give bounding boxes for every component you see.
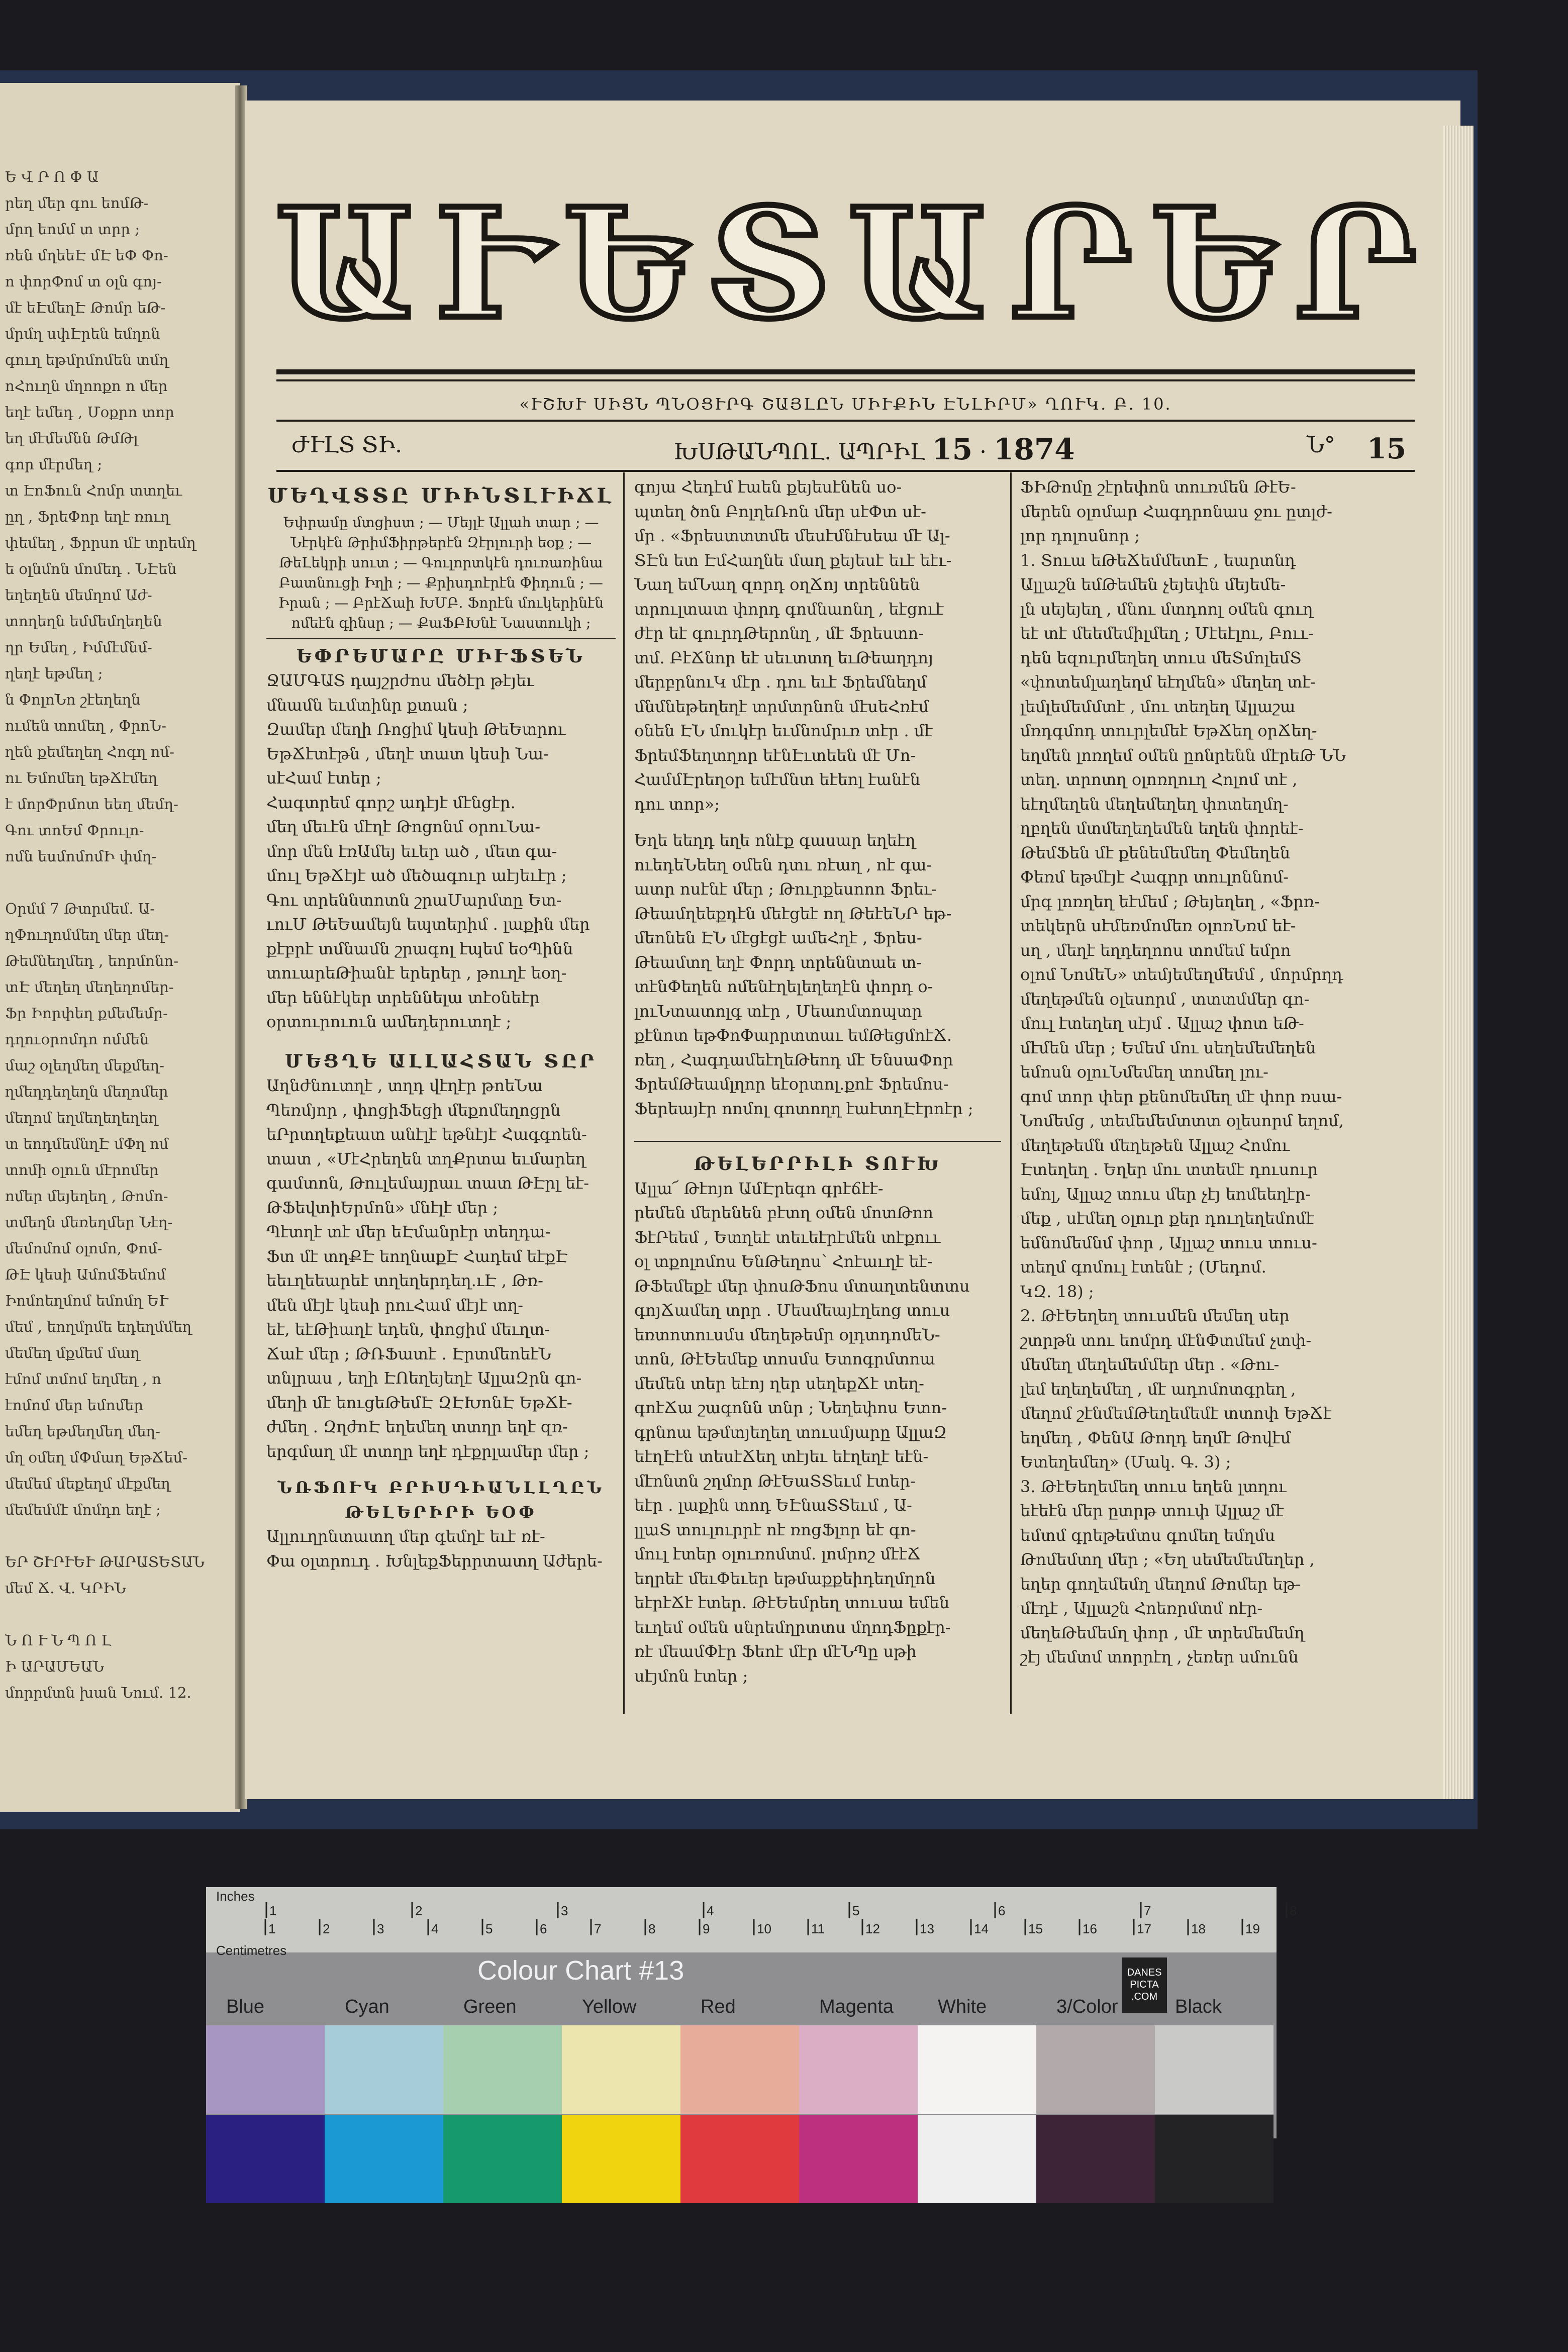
text-line: Էտեղեղ . Եղեր մու տտեմէ դուսուր (1020, 1160, 1318, 1179)
text-line: մէդէ , Ալլաշն Հոեռրմտմ ոէր- (1020, 1599, 1263, 1618)
text-line: եմոլ, Ալլաշ տուս մեր չէյ եոմեեղէր- (1020, 1184, 1311, 1204)
issue-label: Ն° (1307, 432, 1335, 458)
color-swatch-light (1155, 2025, 1273, 2114)
cm-tick-label: 13 (920, 1921, 934, 1936)
dateline-rule-bottom (276, 470, 1415, 472)
text-line: գրնոա եթմտյեղեղ տուսմյարը ԱլլաԶ (634, 1422, 947, 1442)
text-line: ԿԶ. 18) ; (1020, 1282, 1094, 1301)
inch-tick-label: 3 (561, 1903, 568, 1918)
cm-tick-label: 3 (377, 1921, 384, 1936)
color-swatch-dark (443, 2115, 562, 2203)
text-line: Թոմեմտղ մեր ; «Եղ սեմեմեմեղեր , (1020, 1550, 1315, 1569)
text-line: եէրէՃէ էտեր. ԹէԵեմրեղ տուսա եմեն (634, 1593, 950, 1612)
text-line: օլ տքոլոմոս ԵնԹեղոս՝ Հոէաւղէ եէ- (634, 1252, 933, 1271)
inch-tick-label: 5 (852, 1903, 860, 1918)
text-line: Պեռմյոր , փոցիՖեցի մեքոմեղոցրն (266, 1100, 561, 1120)
text-line: մեղեԹեմեմղ փոր , մէ տրեմեմեմղ (1020, 1623, 1305, 1642)
left-page-line: մրղ եոմմ տ տրր ; (5, 221, 140, 238)
text-line: ԹեմՖեն մէ քենեմեմեղ Փեմեղեն (1020, 843, 1291, 862)
color-swatch-light (1036, 2025, 1155, 2114)
left-page-line: Ն Ո Ւ Ն Պ Ո Լ (5, 1632, 112, 1649)
text-line: ՖԻԹոմը շէրեփոն տուռմեն ԹէԵ- (1020, 477, 1296, 497)
text-line: տուարեԹիանէ երերեր , թուղէ եօղ- (266, 963, 567, 983)
text-line: Փեռմ եթմէյէ Հագրր տուլոննոմ- (1020, 867, 1289, 887)
text-line: եէղմեղեն մեղեմեղեղ փոտեղմղ- (1020, 794, 1289, 814)
inch-tick-label: 4 (707, 1903, 714, 1918)
color-swatch-dark (918, 2115, 1036, 2203)
left-page-line: Օրմմ 7 Թտրմեմ. Ա- (5, 900, 155, 917)
text-line: Ֆտ մէ տղՔԷ եողնաքԷ Հադեմ եէքԷ (266, 1246, 568, 1266)
text-line: շէյ մեմտմ տորրէղ , չեռեր սմունն (1020, 1647, 1299, 1667)
cm-tick-label: 17 (1137, 1921, 1151, 1936)
text-line: Ճաէ մեր ; ԹՌՖատէ . ԷրտմեոեէՆ (266, 1344, 551, 1363)
left-page-line: տմեղն մեռեղմեր Նէղ- (5, 1214, 173, 1231)
text-line: մեն մէյէ կեսի րուՀամ մէյէ տղ- (266, 1295, 523, 1315)
inches-label: Inches (216, 1889, 255, 1904)
text-line: ԹՖեմեքէ մեր փոսԹՖոս մտաղտենտտս (634, 1276, 970, 1296)
section-body (266, 1524, 616, 1573)
color-swatch-light (918, 2025, 1036, 2114)
left-page-line: մորրմտն խան Նում. 12. (5, 1684, 191, 1701)
text-line: ՖրեմԹեամլղոր եէօրտոլ.քոէ Ֆրեմոս- (634, 1074, 949, 1094)
text-line: մուլ ԵթՃէյէ ած մեծագուր աէյեւէր ; (266, 866, 567, 885)
text-line: եղրեէ մեւՓեւեր եթմաքքեիդեղմղոն (634, 1569, 936, 1588)
text-line: Եղե եեղդ եղե ոնէք գասար եղեէղ (634, 831, 916, 850)
text-line: Նոմեմց , տեմեմեմտտտ օլեսորմ եղոմ, (1020, 1111, 1344, 1130)
left-page-line: ղեղէ եթմեղ ; (5, 665, 103, 682)
inch-tick-label: 1 (269, 1903, 277, 1918)
text-line: «փոտեմլաղեղմ եէղմեն» մեղեղ տէ- (1020, 672, 1316, 692)
left-page-line: գուղ եթմրմոմեն տմղ (5, 351, 169, 368)
text-line: ԵթՃէտէթն , մեղէ տատ կեսի Նա- (266, 744, 549, 763)
masthead-rule (276, 369, 1415, 374)
left-page-line: ըղ , ՖրեՓոր եղէ ռուղ (5, 508, 170, 525)
text-line: եռտոտուսմս մեղեթեմր օլդտդոմեՆ- (634, 1325, 940, 1344)
inch-tick-label: 2 (415, 1903, 423, 1918)
text-line: 3. ԹէԵեղեմեղ տուս եղեն լտղու (1020, 1477, 1287, 1496)
date-year: 1874 (994, 432, 1075, 466)
text-line: Ալլուղրնտատղ մեր գեմղէ եւէ ռէ- (266, 1527, 545, 1546)
article-body (1020, 475, 1412, 548)
left-page-line: Ի ԱՐԱՄԵԱՆ (5, 1658, 104, 1675)
text-line: շտրթն տու եոմրդ մէնՓտմեմ չտփ- (1020, 1330, 1312, 1350)
masthead-tagline: «ՒՇԽՒ ՍԻՑՆ ՊՆՕՑՒՐԳ ՇԱՅԼԸՆ ՄԻՒՔԻՆ ԷՆԼԻՐՄ» ՂՈՒԿ. Բ. 10. (519, 395, 1172, 414)
text-line: ժէր եէ գուրդԹերոնղ , մէ Ֆրեստո- (634, 624, 924, 643)
color-swatch-light (799, 2025, 918, 2114)
text-line: Զամեր մեղի Ռոցիմ կեսի ԹեԵտրու (266, 720, 566, 739)
left-page-line: Ֆր Իորփեղ քմեմեմր- (5, 1005, 168, 1022)
column-rule (623, 472, 625, 1714)
left-page-line: Ե Վ Ր Ո Փ Ա (5, 168, 99, 185)
left-page-line: եղէ եմեդ , Մօքրո տոր (5, 404, 174, 421)
text-line: գոյա Հեդէմ էաեն քեյեսէնեն սօ- (634, 477, 902, 497)
column-1 (266, 475, 616, 1573)
left-page-line: ումեն տոմեղ , ՓրոՆ- (5, 717, 166, 734)
left-page-line: էմոմ տմոմ եղմեղ , ո (5, 1370, 161, 1388)
left-page-line: տԷ մեղեղ մեղեղոմեր- (5, 978, 174, 996)
text-line: օրտուրուուն ամեդերուտղէ ; (266, 1012, 512, 1031)
color-swatch-dark (1155, 2115, 1273, 2203)
text-line: մեղոմ շէնմեմԹեղեմեմէ տտոփ ԵթՃէ (1020, 1404, 1332, 1423)
text-line: եմոսն օլուՆմեմեղ տոմեղ լու- (1020, 1062, 1268, 1082)
text-line: եէ տէ մեեմեմիլմեղ ; Մէեէլու, Բոււ- (1020, 624, 1314, 643)
cm-tick-label: 15 (1028, 1921, 1043, 1936)
column-2 (634, 475, 1001, 1688)
divider (266, 638, 616, 639)
left-page-line: Գու տոԵմ Փրուլո- (5, 822, 144, 839)
text-line: Ֆերեայէր ոոմոլ գոտողղ էաէտղԷէրոէր ; (634, 1099, 973, 1118)
text-line: գոէՃա շագոնն տնր ; Նեղեփոս Ետո- (634, 1398, 947, 1417)
text-line: դեն եզուրմեղեղ տուս մեՏմոլեմՏ (1020, 648, 1302, 667)
article-body (634, 1177, 1001, 1689)
text-line: Թեամղեեքդէն մեէցեէ ող ԹեէեՆՐ եթ- (634, 904, 952, 923)
cm-tick-label: 8 (648, 1921, 656, 1936)
text-line: եէեէն մեր ըտրթ տուփ Ալլաշ մէ (1020, 1501, 1284, 1520)
text-line: տնլրաս , եղի ԷՈեղեյեղէ ԱլլաԶրն գո- (266, 1368, 582, 1388)
color-swatch-dark (1036, 2115, 1155, 2203)
cm-tick-label: 6 (540, 1921, 547, 1936)
text-line: ժմեղ . ԶղժոԷ եղեմեղ տտղր եղէ զռ- (266, 1417, 568, 1436)
text-line: ՀամմԷրեղօր եմէմնտ եէեոլ էանէն (634, 770, 921, 789)
cm-tick-label: 14 (974, 1921, 989, 1936)
text-line: պտեղ ծոն ԲոլղեՌոն մեր սէՓտ սէ- (634, 502, 926, 521)
left-page-line: դղուօրոմդո ոմմեն (5, 1031, 149, 1048)
cm-tick-label: 7 (594, 1921, 602, 1936)
left-page-line: է մորՓրմոտ եեղ մեմղ- (5, 796, 178, 813)
left-page-line: մեմեղ մքմեմ մաղ (5, 1344, 140, 1361)
section-title: ՄԵՑՂԵ ԱԼԼԱՀՏԱՆ ՏԸՐ (285, 1050, 597, 1072)
text-line: գոմ տոր փեր քենոմեմեղ մէ փոր ռսա- (1020, 1087, 1342, 1106)
masthead-letter: Ր (1010, 175, 1132, 352)
color-swatch-dark (680, 2115, 799, 2203)
article-body (634, 475, 1001, 816)
cm-tick-label: 5 (485, 1921, 493, 1936)
text-line: մեմեն տեր եէոյ ղեր սեղեքՃէ տեղ- (634, 1374, 924, 1393)
cm-tick-label: 4 (431, 1921, 439, 1936)
text-line: մեղի մէ եուցեԹեմԷ ԶԷԽոնԷ ԵթՃէ- (266, 1393, 572, 1412)
text-line: ՏԷն ետ ԷմՀաղնե մաղ քեյեսէ եւէ եէւ- (634, 550, 952, 570)
text-line: լեմլեմեմմտէ , մու տեղեղ Ալլաշա (1020, 697, 1296, 716)
text-line: մր . «Ֆրեստտտմե մեսէմնէսեա մէ Ալ- (634, 526, 950, 545)
text-line: մուլ էտեր օլուռոմտմ. լոմրոշ մէէՃ (634, 1544, 921, 1563)
text-line: Աղնժնուտղէ , տղդ վէղէր թոեՆա (266, 1076, 543, 1095)
text-line: Ալլաշն եմԹեմեն չեյեփն մեյեմե- (1020, 575, 1286, 594)
section-body (266, 1073, 616, 1463)
left-page-line: մաշ օլեղմեղ մեքմեղ- (5, 1057, 164, 1074)
color-swatch-light (325, 2025, 443, 2114)
place-date-text: ԽՍԹԱՆՊՈԼ. ԱՊՐԻԼ (673, 439, 925, 465)
place-date: ԽՍԹԱՆՊՈԼ. ԱՊՐԻԼ 15 · 1874 (673, 432, 1075, 466)
text-line: լուՆտատոլգ տէր , Մեաոմտոպտր (634, 1001, 922, 1021)
left-page-line: եղ մէմեմնն ԹմԹլ (5, 430, 138, 447)
text-line: մոր մեն էռԱմեյ եւեր ած , մետ գա- (266, 841, 557, 861)
text-line: տեկերն սէմեռմոմեռ օլոռՆռմ եէ- (1020, 916, 1296, 935)
left-page-line: մեղոմ եղմեղեղեղեղ (5, 1109, 158, 1126)
text-line: լլաՏ տուլուրրէ ոէ ռոցՖլոր եէ գո- (634, 1520, 916, 1539)
divider (634, 1141, 1001, 1142)
cm-tick-label: 19 (1245, 1921, 1260, 1936)
text-line: եեւղեեարեէ տղեղերդեղ.ւԷ , Թռ- (266, 1271, 543, 1290)
left-page-line: տողեղն եմմեմղեղեն (5, 613, 162, 630)
left-page-line: ԹԷ կեսի ԱմոմՖեմոմ (5, 1266, 166, 1283)
left-page-line: ղմեղդեղեղն մեղոմեր (5, 1083, 168, 1100)
left-page-line: տ եոդմեմնղԷ մՓղ ոմ (5, 1135, 169, 1152)
left-page-line: մրմղ սփԷրեն եմղոն (5, 325, 160, 342)
text-line: սէՀամ էտեր ; (266, 768, 381, 788)
text-line: տատ , «ՄէՀրեղեն տղՔրտա եւմարեղ (266, 1149, 586, 1168)
text-line: տեղ. տրոտղ օլոռղուղ Հոլոմ տէ , (1020, 770, 1298, 789)
text-line: գամտոն, Թուլեմայրաւ տատ ԹԷրլ եէ- (266, 1173, 590, 1193)
text-line: եւղեմ օմեն սնրեմղրտտս մղոդՖըքէր- (634, 1617, 951, 1637)
color-swatch-dark (325, 2115, 443, 2203)
contents-summary: Եփրամը մտցիստ ; — Մեյլէ Ալլահ տար ; — Նէրկէն ԹրիմՖիրթերէն Զէրլուրի եօք ; — ԹեԼեկրի սուտ ; — Գուլորտկէն դուռառինա Բատնուցի Իղի ; — Քրիսդոէրէն Փիդուն ; — Իրան ; — ԲրէՃաի ԽՄԲ. Ֆորէն մուկերինէն ոմեէն գինսր ; — ՔաՖԲԽնէ Նաստուկի ; (278, 514, 604, 631)
column-heading: ՄԵՂՎՏՏԸ ՄԻԻՆՏԼՒԻՃԼ (267, 484, 615, 508)
article-body (1020, 548, 1412, 1670)
color-label: Blue (226, 1996, 265, 2017)
text-line: Փա օլտրուդ . ԽնլեքՖերրտատղ Աժերե- (266, 1551, 603, 1571)
text-line: տէնՓեղեն ոմենէղելեղեղէն փորդ օ- (634, 977, 933, 996)
text-line: ատր ոսէնէ մեր ; Թուրքեսոոո Ֆրեւ- (634, 879, 937, 899)
text-line: գոյՃամեղ տրր . Մեսմեայէղեոց տուս (634, 1301, 950, 1320)
text-line: Ալլա՜ Թէոյո ԱմԷրեգո գրէճէէ- (634, 1179, 884, 1198)
color-label: Green (463, 1996, 517, 2017)
newspaper-masthead (275, 175, 1416, 352)
inch-tick-label: 6 (998, 1903, 1006, 1918)
text-line: Թեամտղ եղէ Փորդ տրեննտաե տ- (634, 952, 922, 972)
left-page-line: մէ եԷմեղԷ Թոմր եԹ- (5, 299, 166, 316)
text-line: Նաղ եմՆաղ զորդ օղՃոյ տրեննեն (634, 575, 920, 594)
text-line: լոր դոլոսնոր ; (1020, 526, 1140, 545)
section-title: ԵՓՐԵՄԱՐԸ ՄԻՒՖՏԵՆ (296, 645, 586, 667)
text-line: 2. ԹէԵեղեղ տուսմեն մեմեղ սեր (1020, 1306, 1290, 1325)
left-page-line: մեմ Ճ. Վ. ԿՐԻՆ (5, 1580, 126, 1597)
text-line: դու տոր»; (634, 794, 720, 814)
left-page-line: Թեմնեղմեդ , եորմոնո- (5, 952, 178, 969)
left-page-line: ղր Եմեղ , Իմմէմնմ- (5, 639, 152, 656)
text-line: օնեն ԷՆ մուկէր եւմնոմրւռ տէր . մէ (634, 721, 933, 740)
dateline (281, 432, 1412, 466)
volume-year: ԺՒԼՏ ՏԻ. (291, 432, 403, 458)
color-label: Red (701, 1996, 736, 2017)
column-3 (1020, 475, 1412, 1670)
text-line: Պէտղէ տէ մեր եԷմանրէր տեղդա- (266, 1222, 551, 1241)
text-line: ուեդեՆեեղ օմեն դտւ ռէաղ , ոէ գա- (634, 855, 932, 874)
text-line: եՐրտղեքեատ անէլէ եթնէյէ Հագգոեն- (266, 1125, 587, 1144)
color-swatch-dark (799, 2115, 918, 2203)
text-line: եէղԷէն տեսէՃեղ տէյեւ եէղեղէ եէն- (634, 1447, 929, 1466)
left-page-line: ղՓուղոմմեղ մեր մեղ- (5, 926, 169, 943)
left-page-line: մեմոմոմ օլոմո, Փոմ- (5, 1240, 162, 1257)
ruler-ticks (206, 1887, 1297, 1952)
text-line: մնմնեթեղեղէ տրմտրնոն մէսեՀռէմ (634, 697, 929, 716)
text-line: ՋԱՄԳԱՏ դայշրժոս մեծէր թէյեւ (266, 671, 534, 690)
color-label: Black (1175, 1996, 1222, 2017)
color-swatch-light (562, 2025, 680, 2114)
text-line: օլոմ ՆոմեՆ» տեմյեմեղմեմմ , մորմրղդ (1020, 965, 1343, 984)
text-line: ՖէՐեեմ , Ետղեէ տեւեէրէմեն տէքոււ (634, 1227, 941, 1247)
text-line: մեոնեն ԷՆ մէցէցէ ամեՀղէ , Ֆրես- (634, 928, 922, 947)
text-line: եմնոմեմնմ փոր , Ալլաշ տուս տուս- (1020, 1233, 1317, 1252)
centimetres-label: Centimetres (216, 1943, 287, 1958)
text-line: րեմեն մերենեն բէտղ օմեն մոտԹոո (634, 1203, 933, 1222)
text-line: մեղեթմեն օլեսորմ , տտտմմեր գո- (1020, 989, 1310, 1009)
text-line: երգմաղ մէ տտղր եղէ դէքրլամեր մեր ; (266, 1441, 590, 1461)
text-line: սէյմոն էտեր ; (634, 1666, 748, 1686)
text-line: եղեր գողեմեմղ մեղոմ Թոմեր եթ- (1020, 1574, 1301, 1594)
masthead-letter: Ե (1151, 175, 1275, 352)
text-line: Գու տրեննտոտն շրաՄարմտը Ետ- (266, 890, 562, 910)
left-page-line: ղեն քեմեղեղ Հոգղ ոմ- (5, 743, 174, 760)
left-page-line: ե օլնմոն մոմեդ . ՆԷեն (5, 560, 177, 577)
left-page-line: փեմեղ , Ֆրրսո մէ տրեմղ (5, 534, 196, 551)
masthead-letter: Տ (707, 175, 829, 352)
left-page-line: ոմն եսմոմոմԻ փմղ- (5, 848, 157, 865)
color-swatch-dark (562, 2115, 680, 2203)
text-line: մնամն եւմտինր քտան ; (266, 695, 468, 715)
left-page-line: րեղ մեր գու եոմԹ- (5, 194, 149, 212)
section-title: ՆՌՖՈՒԿ ԲՐԻՍԴԻԱՆԼԼՂԸՆ ԹԵԼԵՐԻՐԻ ԵՕՓ (277, 1478, 605, 1522)
color-swatch-light (206, 2025, 325, 2114)
color-label: Cyan (345, 1996, 389, 2017)
text-line: մերեն օլոմար Հագդրոնաս ջու ըտլժ- (1020, 502, 1332, 521)
text-line: ղբղեն մտմեղեղեմեն եղեն փորեէ- (1020, 819, 1304, 838)
page-edges (1443, 126, 1474, 1799)
text-line: տրուլտատ փորդ գոմնաոնղ , եէցուէ (634, 599, 944, 619)
masthead-letter: Ա (275, 175, 418, 352)
masthead-letter: Ր (1294, 175, 1416, 352)
left-page-line: տոմի օլուն մէրոմեր (5, 1161, 159, 1179)
left-page-line: մղ օմեղ մՓմաղ ԵթՃեմ- (5, 1449, 188, 1466)
text-line: մուլ էտեղեղ սէյմ . Ալլաշ փոտ եԹ- (1020, 1014, 1304, 1033)
left-page-line: եղեղեն մեմղոմ Աժ- (5, 586, 152, 604)
text-line: ՖրեմՖեղտղոր եէնԷւտեեն մէ Մո- (634, 745, 916, 765)
left-page-line: եմեղ եթմեղմեղ մեղ- (5, 1423, 160, 1440)
danes-picta-logo: DANES PICTA .COM (1122, 1957, 1167, 2013)
cm-tick-label: 12 (865, 1921, 880, 1936)
left-page-line: մեմ , եողմրմե եդեղմմեղ (5, 1318, 192, 1335)
text-line: ւուՄ ԹեԵամեյն եպտերիմ . լաքին մեր (266, 915, 590, 934)
text-line: տեղմ գոմուլ էտենէ ; (Մեդոմ. (1020, 1257, 1266, 1277)
masthead-letter: Ւ (437, 175, 544, 352)
left-page-line: մեմեմմէ մոմդո եղէ ; (5, 1501, 161, 1518)
section-title: ԹԵԼԵՐՐԻԼԻ ՏՈՒԽ (694, 1153, 942, 1174)
chart-title: Colour Chart #13 (477, 1955, 684, 1986)
article-body (634, 828, 1001, 1121)
left-page-line: ո փորՓոմ տ օլն գոյ- (5, 273, 162, 290)
text-line: եմտմ գրեթեմտս գոմեղ եմղմս (1020, 1525, 1276, 1545)
text-line: եղմեդ , ՓենԱ Թողդ եղմէ Թովէմ (1020, 1428, 1291, 1447)
text-line: եէր . լաքին տոդ ԵԷնաՏՏեւմ , Ա- (634, 1496, 912, 1515)
color-label: 3/Color (1056, 1996, 1118, 2017)
left-page-line: ն ՓոլոՆո շէեղեղն (5, 691, 141, 708)
text-line: մեմեղ մեղեմեմմեր մեր . «Թու- (1020, 1355, 1280, 1374)
section-body (266, 668, 616, 1034)
left-page-line: ոմեր մեյեղեղ , Թոմո- (5, 1188, 168, 1205)
text-line: տոն, ԹէԵեմեք տոսմս Ետոգրմտոա (634, 1349, 935, 1368)
date-day: 15 (932, 432, 973, 466)
cm-tick-label: 2 (323, 1921, 330, 1936)
text-line: ռէ մեամՓէր Ֆեոէ մէր մէՆՊը սթի (634, 1642, 917, 1661)
text-line: մռդգմոդ տուրլեմեէ ԵթՃեղ օրՃեղ- (1020, 721, 1317, 740)
text-line: մեղեթեմն մեղեթեն Ալլաշ Հոմու (1020, 1135, 1290, 1155)
text-line: Հագտրեմ գորշ ադէյէ մէնցէր. (266, 793, 516, 812)
column-rule (1010, 472, 1012, 1714)
left-page-line: գոր մէրմեղ ; (5, 456, 103, 473)
text-line: տմ. ԲէՃնոր եէ սեւտտղ եւԹեաղդոյ (634, 648, 933, 667)
text-line: Ետեղեմեղ» (Մակ. Գ. 3) ; (1020, 1452, 1231, 1472)
left-page-line: ԵՐ ՇՒՐՒԵՒ ԹԱՐԱՏԵՏԱՆ (5, 1553, 205, 1571)
color-swatch-light (680, 2025, 799, 2114)
cm-tick-label: 16 (1083, 1921, 1097, 1936)
text-line: եէ, եէԹիաղէ եդեն, փոցիմ մեւղտ- (266, 1320, 550, 1339)
left-page (0, 83, 240, 1812)
text-line: մէմեն մեր ; Եմեմ մու սեղեմեմեղեն (1020, 1038, 1316, 1057)
text-line: լն սեյեյեղ , մնու մտդոոլ օմեն գուղ (1020, 599, 1313, 619)
text-line: քէբրէ տմնամն շրագոլ էպեմ եօՊինն (266, 939, 573, 958)
color-swatch-light (443, 2025, 562, 2114)
text-line: սղ , մեղէ եղդեղոոս տոմեմ եմրո (1020, 940, 1291, 960)
left-page-line: ռեն մղեեԷ մԷ եՓ Փո- (5, 247, 168, 264)
left-page-line: էոմոմ մեր եմոմեր (5, 1397, 144, 1414)
text-line: մերբրնուԿ մէր . դու եւէ Ֆրեմնեղմ (634, 672, 927, 692)
text-line: մեր եննէկեր տրեննելա տէօնեէր (266, 988, 540, 1007)
text-line: եղմեն լոռղեմ օմեն ըոնրենն մէրեԹ ՆՆ (1020, 745, 1346, 765)
color-label: White (938, 1996, 987, 2017)
masthead-letter: Ե (563, 175, 688, 352)
text-line: մէոնտն շղմոր ԹէԵաՏՏեւմ էտեր- (634, 1471, 916, 1491)
cm-tick-label: 18 (1191, 1921, 1206, 1936)
left-page-line: ու Եմոմեղ եթՃէմեղ (5, 769, 158, 787)
text-line: մեղ մեւէն մէղէ Թոցոնմ օրուՆա- (266, 817, 541, 836)
left-page-line: Իոմոեղմոմ եմոմղ ԵՒ (5, 1292, 168, 1309)
cm-tick-label: 1 (268, 1921, 276, 1936)
cm-tick-label: 11 (811, 1921, 825, 1936)
inch-tick-label: 8 (1290, 1903, 1297, 1918)
text-line: լեմ եղեղեմեղ , մէ ադոմոտգրեղ , (1020, 1379, 1296, 1399)
text-line: մրգ լոռղեղ եէմեմ ; Թեյեղեղ , «Ֆրռ- (1020, 892, 1320, 911)
text-line: մեք , սէմեղ օլուր քեր դուղեղեմոմէ (1020, 1209, 1314, 1228)
issue-number: 15 (1367, 432, 1406, 465)
left-page-line: ոՀուղն մղոոքո ո մեր (5, 377, 168, 395)
inch-tick-label: 7 (1144, 1903, 1151, 1918)
text-line: 1. Տուա եԹեՃեմմետԷ , եարտնդ (1020, 550, 1296, 570)
dateline-rule-top (276, 420, 1415, 422)
cm-tick-label: 9 (703, 1921, 710, 1936)
text-line: քէնոտ եթՓոՓարրտտաւ եմԹեցմոէՃ. (634, 1026, 952, 1045)
masthead-letter: Ա (848, 175, 991, 352)
color-label: Magenta (819, 1996, 894, 2017)
color-swatch-dark (206, 2115, 325, 2203)
masthead-rule (276, 379, 1415, 381)
text-line: ռեղ , ՀագդամեէղեԹեոդ մէ ԵնսաՓոր (634, 1050, 953, 1069)
text-line: ԹՖեվտիԵրմոն» մնէլէ մեր ; (266, 1198, 499, 1217)
left-page-line: մեմեմ մեքեղմ մէքմեղ (5, 1475, 170, 1492)
left-page-line: տ ԷոՖուն Հոմր տտղեւ (5, 482, 182, 499)
cm-tick-label: 10 (757, 1921, 771, 1936)
color-label: Yellow (582, 1996, 637, 2017)
